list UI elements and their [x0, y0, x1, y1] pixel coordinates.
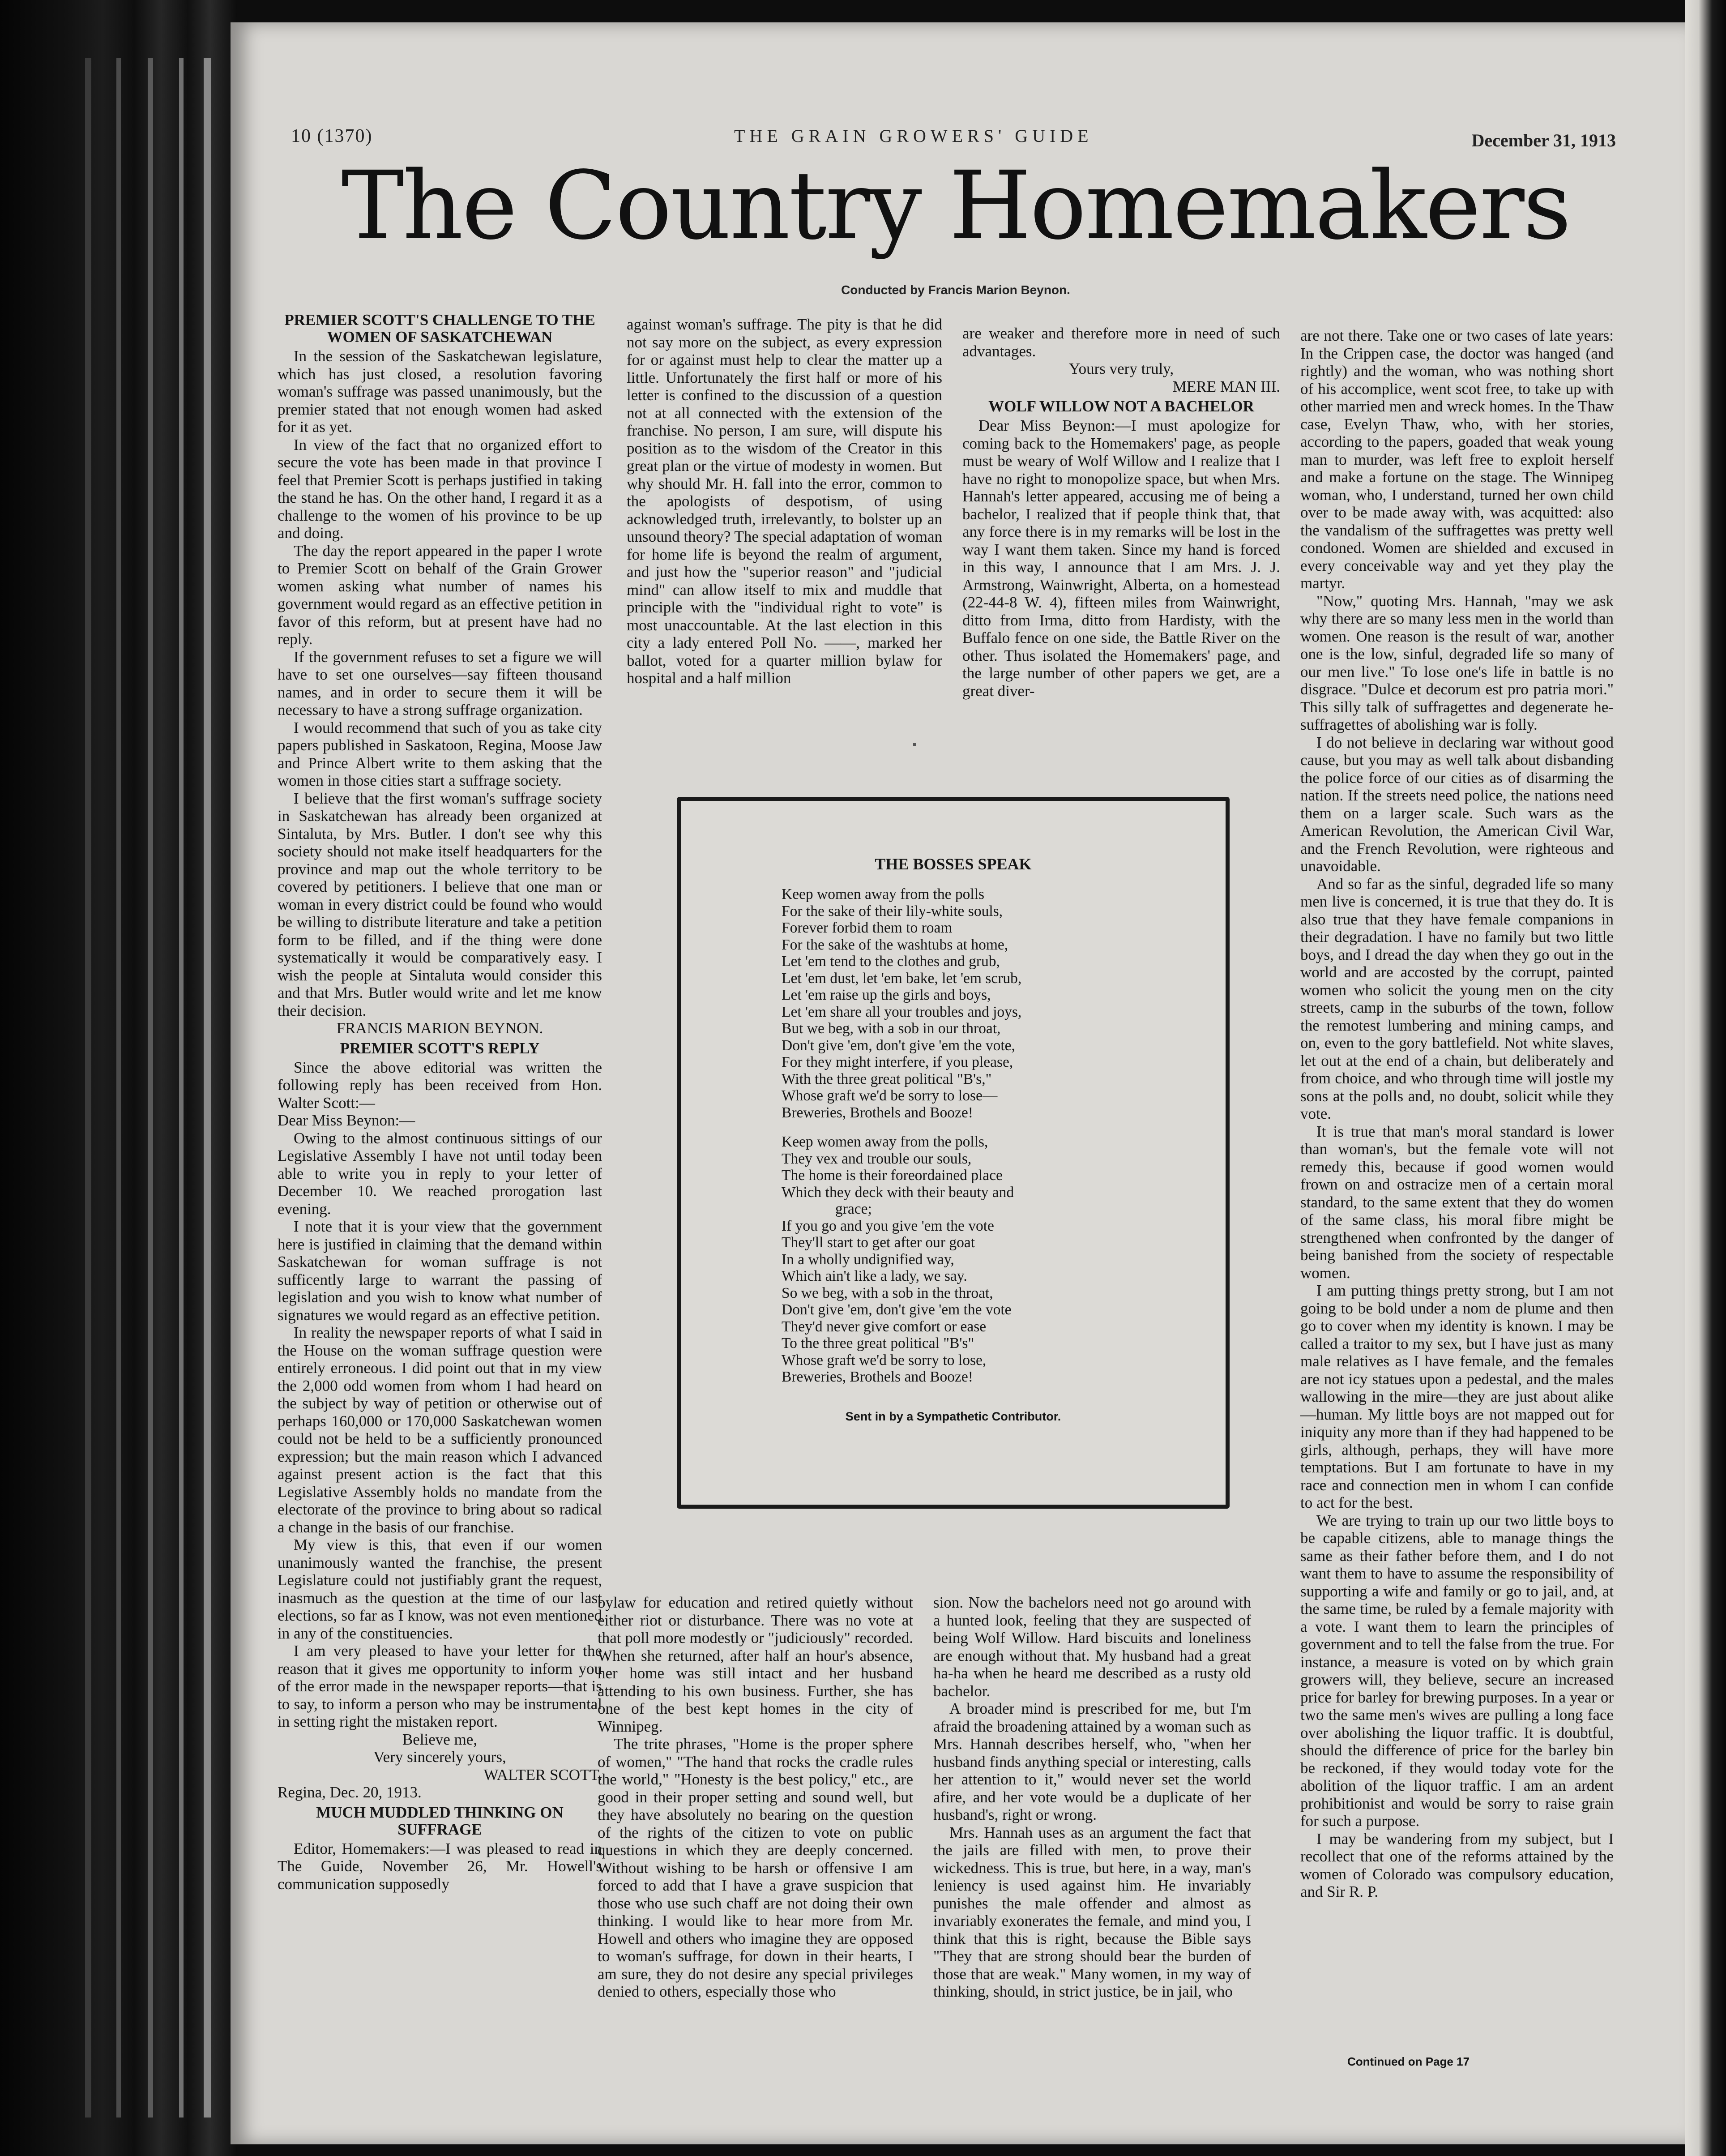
poem-line: But we beg, with a sob in our throat,	[782, 1020, 1001, 1037]
letter-closing: Believe me,	[402, 1730, 478, 1748]
continued-notice: Continued on Page 17	[1347, 2055, 1470, 2068]
poem-credit: Sent in by a Sympathetic Contributor.	[845, 1410, 1061, 1423]
paragraph: against woman's suffrage. The pity is that he did not say more on the subject, as every expression for or against must help to clear the matter up a little. Unfortunately the first half or more of his letter is confined to the discussion of a question not at all connected with the extension of the franchise. No person, I am sure, will dispute his position as to the wisdom of the Creator in this great plan or the virtue of modesty in women. But why should Mr. H. fall into the error, common to the apologists of despotism, of using acknowledged truth, irrelevantly, to bolster up an unsound theory? The special adaptation of woman for home life is beyond the realm of argument, and just how the "superior reason" and "judicial mind" can allow itself to mix and muddle that principle with the "individual right to vote" is most unaccountable. At the last election in this city a lady entered Poll No. ——, marked her ballot, voted for a quarter million bylaw for hospital and a half million	[627, 316, 942, 687]
editor-credit: Conducted by Francis Marion Beynon.	[841, 283, 1070, 297]
column-1	[278, 309, 602, 1893]
column-2-top	[627, 316, 942, 687]
poem-line: Forever forbid them to roam	[782, 920, 953, 936]
signature: MERE MAN III.	[1172, 377, 1280, 395]
paragraph: I believe that the first woman's suffrage society in Saskatchewan has already been organized at Sintaluta, by Mrs. Butler. I don't see why this society should not make itself headquarters for the province and map out the whole territory to be covered by petitioners. I believe that one man or woman in every district could be found who would be willing to distribute literature and take a petition form to be filled, and if the thing were done systematically it would be comparatively easy. I wish the people at Sintaluta would consider this and that Mrs. Butler would write and let me know their decision.	[278, 789, 602, 1019]
page-number: 10 (1370)	[291, 126, 373, 146]
letter-closing: Very sincerely yours,	[373, 1748, 506, 1766]
poem-line: They'd never give comfort or ease	[782, 1318, 987, 1335]
paragraph: My view is this, that even if our women unanimously wanted the franchise, the present Legislature could not justifiably grant the request, inasmuch as the question at the time of our last elections, so far as I know, was not even mentioned in any of the constituencies.	[278, 1536, 602, 1642]
dateline: Regina, Dec. 20, 1913.	[278, 1784, 422, 1801]
poem-line: Don't give 'em, don't give 'em the vote	[782, 1301, 1012, 1318]
poem-line: Let 'em share all your troubles and joys,	[782, 1003, 1022, 1020]
paragraph: If the government refuses to set a figure we will have to set one ourselves—say fifteen thousand names, and in order to secure them it will be necessary to have a strong suffrage organization.	[278, 648, 602, 719]
paragraph: I note that it is your view that the government here is justified in claiming that the demand within Saskatchewan for woman suffrage is not sufficently large to warrant the passing of legislation and you wish to know what number of signatures we would regard as an effective petition.	[278, 1218, 602, 1324]
paragraph: I do not believe in declaring war without good cause, but you may as well talk about disbanding the police force of our cities as of disarming the nation. If the streets need police, the nations need them on a larger scale. Such wars as the American Revolution, the American Civil War, and the French Revolution, were righteous and unavoidable.	[1300, 733, 1614, 875]
poem-body	[782, 886, 1166, 1386]
poem-line: For the sake of the washtubs at home,	[782, 936, 1008, 953]
poem-line: Which they deck with their beauty and	[782, 1184, 1014, 1201]
poem-line: They'll start to get after our goat	[782, 1234, 975, 1251]
article-heading: MUCH MUDDLED THINKING ON SUFFRAGE	[316, 1803, 564, 1838]
print-speck	[913, 743, 916, 746]
poem-line: Let 'em dust, let 'em bake, let 'em scrub,	[782, 970, 1022, 987]
poem-line: For the sake of their lily-white souls,	[782, 903, 1003, 920]
poem-line: The home is their foreordained place	[782, 1167, 1003, 1184]
poem-line: Let 'em tend to the clothes and grub,	[782, 953, 1000, 970]
page-edge-strip	[85, 58, 91, 2118]
paragraph: sion. Now the bachelors need not go around with a hunted look, feeling that they are suspected of being Wolf Willow. Hard biscuits and loneliness are enough without that. My husband had a great ha-ha when he heard me described as a rusty old bachelor.	[933, 1594, 1251, 1700]
poem-title: THE BOSSES SPEAK	[875, 855, 1032, 873]
paragraph: In the session of the Saskatchewan legislature, which has just closed, a resolution favoring woman's suffrage was passed unanimously, but the premier stated that not enough women had asked for it as yet.	[278, 347, 602, 436]
poem-stanza	[782, 886, 1166, 1121]
poem-box	[677, 797, 1230, 1509]
poem-line: Don't give 'em, don't give 'em the vote,	[782, 1037, 1015, 1054]
signature: FRANCIS MARION BEYNON.	[336, 1019, 543, 1037]
right-page-edge	[1685, 0, 1726, 2156]
signature: WALTER SCOTT.	[483, 1766, 602, 1784]
column-2-bottom	[598, 1594, 913, 2001]
article-heading: PREMIER SCOTT'S CHALLENGE TO THE WOMEN OF SASKATCHEWAN	[284, 311, 595, 346]
paragraph: I may be wandering from my subject, but I recollect that one of the reforms attained by the women of Colorado was compulsory education, and Sir R. P.	[1300, 1830, 1614, 1900]
paragraph: The trite phrases, "Home is the proper sphere of women," "The hand that rocks the cradle rules the world," "Honesty is the best policy," etc., are good in their proper setting and sound well, but they have absolutely no bearing on the question of the rights of the citizen to vote on public questions in which they are deeply concerned. Without wishing to be harsh or offensive I am forced to add that I have a grave suspicion that those who use such chaff are not doing their own thinking. I would like to hear more from Mr. Howell and others who imagine they are opposed to woman's suffrage, for down in their hearts, I am sure, they do not desire any special privileges denied to others, especially those who	[598, 1735, 913, 2000]
poem-line: Breweries, Brothels and Booze!	[782, 1369, 973, 1385]
paragraph: We are trying to train up our two little boys to be capable citizens, able to manage things the same as their father before them, and I do not want them to have to assume the responsibility of supporting a wife and family or go to jail, and, at the same time, be ruled by a female majority with a vote. I want them to learn the principles of government and to tell the false from the true. For instance, a measure is voted on by which grain growers will, they believe, secure an increased price for barley for brewing purposes. In a year or two the same men's wives are pulling a long face over abolishing the liquor traffic. It is doubtful, should the difference of price for the barley bin be reckoned, if they would today vote for the abolition of the liquor traffic. I am an ardent prohibitionist and would be sorry to raise grain for such a purpose.	[1300, 1511, 1614, 1830]
poem-line: Breweries, Brothels and Booze!	[782, 1104, 973, 1121]
paragraph: I would recommend that such of you as take city papers published in Saskatoon, Regina, Moose Jaw and Prince Albert write to them asking that the women in those cities start a suffrage society.	[278, 719, 602, 789]
paragraph: are weaker and therefore more in need of such advantages.	[962, 325, 1280, 360]
paragraph: I am putting things pretty strong, but I am not going to be bold under a nom de plume and then go to cover when my identity is known. I may be called a traitor to my sex, but I have just as many male relatives as I have female, and the females are not icy statues upon a pedestal, and the males wallowing in the mire—they are just about alike—human. My little boys are not mapped out for iniquity any more than if they had happened to be girls, although, perhaps, they will have more temptations. But I am fortunate to have in my race and connection men in whom I can confide to act for the best.	[1300, 1282, 1614, 1511]
poem-line: Let 'em raise up the girls and boys,	[782, 987, 991, 1003]
paragraph: I am very pleased to have your letter for the reason that it gives me opportunity to inform you of the error made in the newspaper reports—that is to say, to inform a person who may be instrumental in setting right the mistaken report.	[278, 1642, 602, 1730]
paragraph: It is true that man's moral standard is lower than woman's, but the female vote will not remedy this, because if good women would frown on and ostracize men of a certain moral standard, to the same extent that they do women of the same class, his moral fibre might be strengthened when confronted by the danger of being banished from the society of respectable women.	[1300, 1122, 1614, 1282]
publication-name: THE GRAIN GROWERS' GUIDE	[734, 126, 1093, 146]
poem-line: With the three great political "B's,"	[782, 1070, 992, 1087]
paragraph: are not there. Take one or two cases of late years: In the Crippen case, the doctor was hanged (and rightly) and the woman, who was nothing short of his accomplice, went scot free, to take up with other married men and wreck homes. In the Thaw case, Evelyn Thaw, who, with her stories, according to the papers, goaded that weak young man to murder, was left free to exploit herself and make a fortune on the stage. The Winnipeg woman, who, I understand, turned her own child over to be made away with, was acquitted: also the vandalism of the suffragettes was pretty well condoned. Women are shielded and excused in every conceivable way and yet they play the martyr.	[1300, 327, 1614, 592]
paragraph: Dear Miss Beynon:—I must apologize for coming back to the Homemakers' page, as people must be weary of Wolf Willow and I realize that I have no right to monopolize space, but when Mrs. Hannah's letter appeared, accusing me of being a bachelor, I realized that if people think that, that any force there is in my remarks will be lost in the way I want them taken. Since my hand is forced in this way, I announce that I am Mrs. J. J. Armstrong, Wainwright, Alberta, on a homestead (22-44-8 W. 4), fifteen miles from Wainwright, ditto from Irma, ditto from Hardisty, with the Buffalo fence on one side, the Battle River on the other. Thus isolated the Homemakers' page, and the large number of other papers we get, are a great diver-	[962, 417, 1280, 700]
page-edge-strip	[179, 58, 184, 2118]
poem-line: They vex and trouble our souls,	[782, 1150, 972, 1167]
paragraph: Editor, Homemakers:—I was pleased to read in The Guide, November 26, Mr. Howell's communication supposedly	[278, 1839, 602, 1893]
paragraph: The day the report appeared in the paper I wrote to Premier Scott on behalf of the Grain Grower women asking what number of names his government would regard as an effective petition in favor of this reform, but at present have had no reply.	[278, 542, 602, 648]
issue-date: December 31, 1913	[1471, 130, 1616, 150]
poem-line: Keep women away from the polls	[782, 886, 985, 903]
poem-line: grace;	[835, 1201, 872, 1217]
paragraph: bylaw for education and retired quietly without either riot or disturbance. There was no vote at that poll more modestly or "judiciously" recorded. When she returned, after half an hour's absence, her home was still intact and her husband attending to his own business. Further, she has one of the best kept homes in the city of Winnipeg.	[598, 1594, 913, 1735]
poem-line: Keep women away from the polls,	[782, 1134, 988, 1150]
poem-stanza	[782, 1134, 1166, 1386]
paragraph: In view of the fact that no organized effort to secure the vote has been made in that province I feel that Premier Scott is perhaps justified in taking the stand he has. On the other hand, I regard it as a challenge to the women of his province to be up and doing.	[278, 436, 602, 542]
paragraph: "Now," quoting Mrs. Hannah, "may we ask why there are so many less men in the world than women. One reason is the result of war, another one is the low, sinful, degraded life so many of our men live." To lose one's life in battle is no disgrace. "Dulce et decorum est pro patria mori." This silly talk of suffragettes and degenerate he-suffragettes of abolishing war is folly.	[1300, 592, 1614, 733]
page-edge-strip	[116, 58, 121, 2118]
paragraph: A broader mind is prescribed for me, but I'm afraid the broadening attained by a woman such as Mrs. Hannah describes herself, who, "when her husband finds anything special or interesting, calls her attention to it," would never set the world afire, and her vote would be a duplicate of her husband's, right or wrong.	[933, 1700, 1251, 1823]
paragraph: And so far as the sinful, degraded life so many men live is concerned, it is true that they do. It is also true that they have female companions in their degradation. I have no family but two little boys, and I dread the day when they go out in the world and are accosted by the corrupt, painted women who solicit the young men on the city streets, camp in the suburbs of the town, follow the remotest lumbering and mining camps, and on, even to the gory battlefield. Not white slaves, let out at the end of a chain, but deliberately and from choice, and who through time will jostle my sons at the polls and, no doubt, solicit while they vote.	[1300, 875, 1614, 1122]
article-heading: PREMIER SCOTT'S REPLY	[340, 1039, 540, 1057]
poem-line: In a wholly undignified way,	[782, 1251, 954, 1268]
poem-line: If you go and you give 'em the vote	[782, 1217, 994, 1234]
paragraph: In reality the newspaper reports of what I said in the House on the woman suffrage question were entirely erroneous. I did point out that in my view the 2,000 odd women from whom I had heard on the subject by way of petition or otherwise out of perhaps 160,000 or 170,000 Saskatchewan women could not be held to be a sufficiently pronounced expression; but the main reason which I advanced against present action is the fact that this Legislative Assembly holds no mandate from the electorate of the province to bring about so radical a change in the basis of our franchise.	[278, 1324, 602, 1536]
poem-line: To the three great political "B's"	[782, 1335, 974, 1352]
poem-line: So we beg, with a sob in the throat,	[782, 1284, 993, 1301]
section-title: The Country Homemakers	[341, 151, 1570, 261]
paragraph: Since the above editorial was written the following reply has been received from Hon. Walter Scott:—	[278, 1058, 602, 1112]
poem-line: Which ain't like a lady, we say.	[782, 1268, 967, 1284]
letter-closing: Yours very truly,	[1068, 360, 1174, 377]
page-edge-strip	[204, 58, 211, 2118]
poem-line: Whose graft we'd be sorry to lose,	[782, 1352, 987, 1369]
page-edge-strip	[148, 58, 153, 2118]
article-heading: WOLF WILLOW NOT A BACHELOR	[988, 398, 1254, 415]
poem-line: Whose graft we'd be sorry to lose—	[782, 1087, 998, 1104]
paragraph: Owing to the almost continuous sittings of our Legislative Assembly I have not until today been able to write you in reply to your letter of December 10. We reached prorogation last evening.	[278, 1129, 602, 1218]
paragraph: Mrs. Hannah uses as an argument the fact that the jails are filled with men, to prove their wickedness. This is true, but here, in a way, man's leniency is used against him. He invariably punishes the male offender and almost as invariably exonerates the female, and mind you, I think that this is right, because the Bible says "They that are strong should bear the burden of those that are weak." Many women, in my way of thinking, should, in strict justice, be in jail, who	[933, 1823, 1251, 2000]
column-3-top	[962, 325, 1280, 700]
poem-line: For they might interfere, if you please,	[782, 1054, 1013, 1070]
column-4	[1300, 327, 1614, 1901]
salutation: Dear Miss Beynon:—	[278, 1112, 415, 1129]
column-3-bottom	[933, 1594, 1251, 2001]
